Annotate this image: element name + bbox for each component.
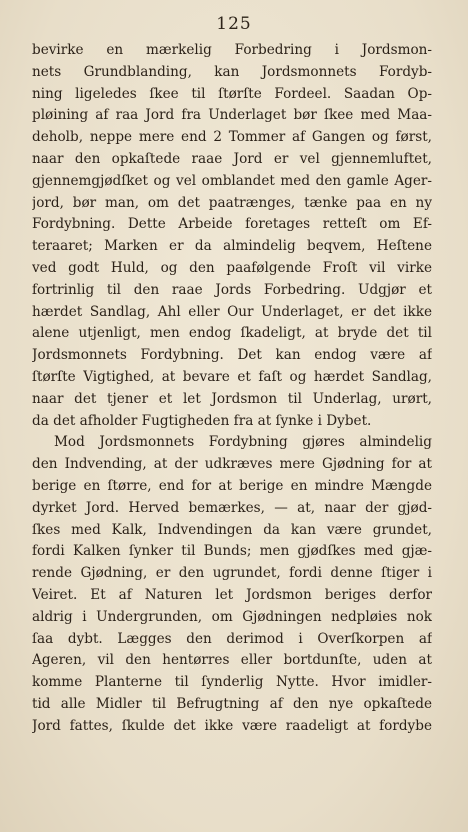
text-line: deholb, neppe mere end 2 Tommer af Gangen og først,	[32, 129, 432, 146]
body-text	[32, 40, 432, 738]
text-line: Jordsmonnets Fordybning. Det kan endog være af	[32, 347, 432, 364]
text-line: Mod Jordsmonnets Fordybning gjøres almindelig	[54, 434, 432, 451]
text-line: bevirke en mærkelig Forbedring i Jordsmon-	[32, 42, 432, 58]
text-line: nets Grundblanding, kan Jordsmonnets Fordyb-	[32, 63, 432, 80]
text-line: Veiret. Et af Naturen let Jordsmon beriges derfor	[32, 586, 432, 603]
text-line: Fordybning. Dette Arbeide foretages retteſt om Ef-	[32, 216, 432, 233]
text-line: jord, bør man, om det paatrænges, tænke paa en ny	[32, 194, 432, 211]
text-line: ſaa dybt. Lægges den derimod i Overſkorpen af	[32, 630, 432, 647]
text-line: fortrinlig til den raae Jords Forbedring. Udgjør et	[32, 281, 432, 298]
page-number: 125	[216, 14, 252, 34]
text-line: den Indvending, at der udkræves mere Gjødning for at	[32, 456, 432, 473]
text-line: naar det tjener et let Jordsmon til Underlag, urørt,	[32, 390, 432, 407]
text-line: alene utjenligt, men endog ſkadeligt, at bryde det til	[32, 325, 432, 342]
text-line: ning ligeledes ſkee til ſtørſte Fordeel. Saadan Op-	[32, 85, 432, 102]
text-line: hærdet Sandlag, Ahl eller Our Underlaget, er det ikke	[32, 303, 432, 320]
text-line: ſtørſte Vigtighed, at bevare et faſt og hærdet Sandlag,	[32, 368, 432, 385]
text-line: Ageren, vil den hentørres eller bortdunſte, uden at	[32, 652, 432, 669]
text-line: berige en ſtørre, end for at berige en mindre Mængde	[32, 477, 432, 494]
text-line: da det afholder Fugtigheden fra at ſynke i Dybet.	[32, 412, 372, 429]
text-line: ſkes med Kalk, Indvendingen da kan være grundet,	[32, 521, 432, 538]
text-line: naar den opkaſtede raae Jord er vel gjennemluftet,	[32, 150, 432, 167]
text-line: komme Planterne til ſynderlig Nytte. Hvor imidler-	[32, 674, 432, 691]
text-line: Jord fattes, ſkulde det ikke være raadeligt at fordybe	[32, 717, 432, 734]
text-line: tid alle Midler til Befrugtning af den nye opkaſtede	[32, 695, 432, 712]
text-line: pløining af raa Jord fra Underlaget bør ſkee med Maa-	[32, 107, 432, 124]
text-line: rende Gjødning, er den ugrundet, fordi denne ſtiger i	[32, 565, 432, 582]
text-line: gjennemgjødſket og vel omblandet med den gamle Ager-	[32, 172, 432, 189]
text-line: ved godt Huld, og den paafølgende Froſt vil virke	[32, 259, 432, 276]
text-line: teraaret; Marken er da almindelig beqvem, Heſtene	[32, 238, 432, 255]
text-line: aldrig i Undergrunden, om Gjødningen nedpløies nok	[32, 608, 432, 625]
text-line: dyrket Jord. Herved bemærkes, — at, naar der gjød-	[32, 499, 432, 516]
text-line: fordi Kalken ſynker til Bunds; men gjødſkes med gjæ-	[32, 543, 432, 560]
